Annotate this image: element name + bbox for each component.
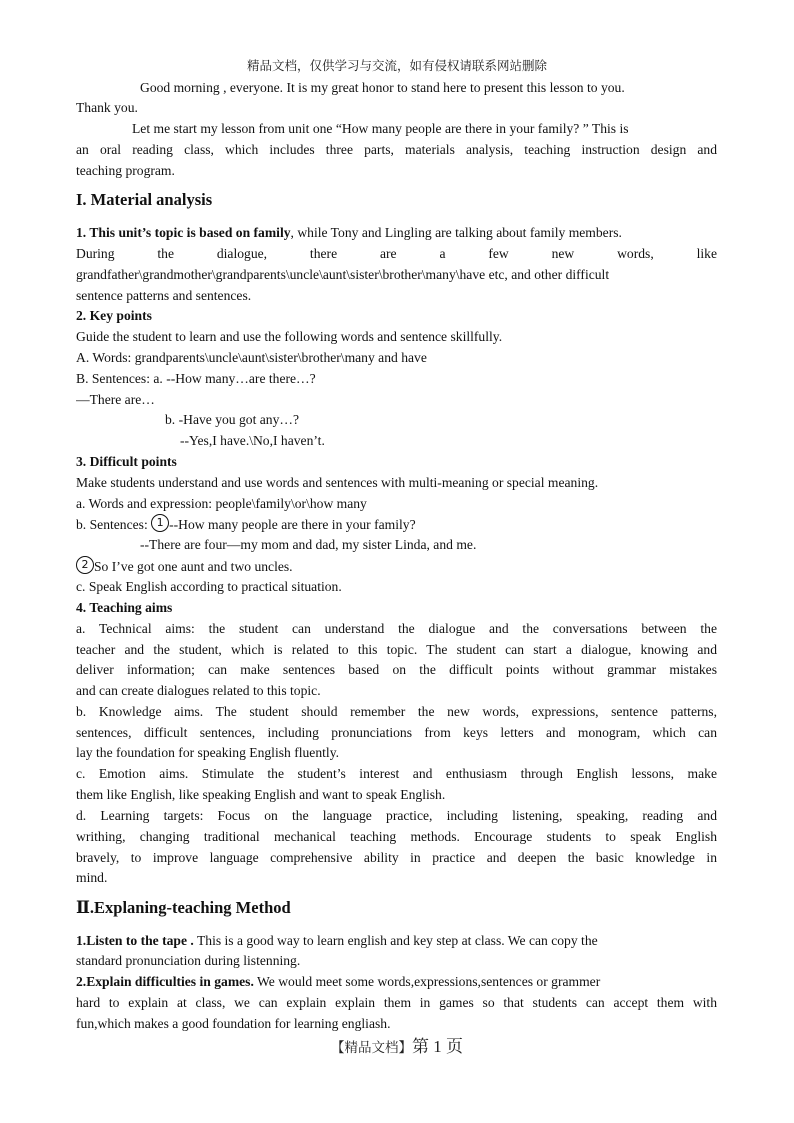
subheading: 3. Difficult points xyxy=(76,454,177,469)
subheading: 1.Listen to the tape . xyxy=(76,933,194,948)
intro-line: teaching program. xyxy=(76,163,175,178)
paragraph-line: deliver information; can make sentences based on the difficult points without grammar mistakes xyxy=(76,662,717,677)
paragraph-line: grandfather\grandmother\grandparents\uncle\aunt\sister\brother\many\have etc, and other difficult xyxy=(76,267,610,282)
text: This is a good way to learn english and key step at class. We can copy the xyxy=(193,933,598,948)
subheading: 2.Explain difficulties in games. xyxy=(76,974,254,989)
text: --How many people are there in your family? xyxy=(169,517,416,532)
subheading: 1. This unit’s topic is based on family xyxy=(76,225,291,240)
subheading: 4. Teaching aims xyxy=(76,600,173,615)
page-footer xyxy=(0,1032,794,1057)
paragraph-line: and can create dialogues related to this topic. xyxy=(76,683,321,698)
paragraph-line: d. Learning targets: Focus on the language practice, including listening, speaking, reading and xyxy=(76,808,717,823)
paragraph-line: sentences, difficult sentences, including pronunciations from keys letters and monogram, which can xyxy=(76,725,717,740)
intro-line: Good morning , everyone. It is my great honor to stand here to present this lesson to you. xyxy=(140,80,625,95)
paragraph-line xyxy=(76,514,717,535)
paragraph-line: Make students understand and use words and sentences with multi-meaning or special meaning. xyxy=(76,475,599,490)
paragraph-line: teacher and the student, which is related to this topic. The student can start a dialogue, knowing and xyxy=(76,642,717,657)
paragraph-line: Guide the student to learn and use the following words and sentence skillfully. xyxy=(76,329,503,344)
paragraph-line: bravely, to improve language comprehensive ability in practice and deepen the basic knowledge in xyxy=(76,850,717,865)
text: So I’ve got one aunt and two uncles. xyxy=(94,559,293,574)
paragraph-line xyxy=(76,972,717,992)
circled-number: 1 xyxy=(151,514,169,532)
paragraph-line: b. Knowledge aims. The student should remember the new words, expressions, sentence patterns, xyxy=(76,704,717,719)
page-header: 精品文档，仅供学习与交流，如有侵权请联系网站删除 xyxy=(246,58,547,73)
circled-number: 2 xyxy=(76,556,94,574)
intro-line: an oral reading class, which includes three parts, materials analysis, teaching instruction design and xyxy=(76,142,717,157)
paragraph-line: b. -Have you got any…? xyxy=(165,412,300,427)
subheading: 2. Key points xyxy=(76,308,152,323)
paragraph-line: A. Words: grandparents\uncle\aunt\sister\brother\many and have xyxy=(76,350,427,365)
paragraph-line: c. Emotion aims. Stimulate the student’s interest and enthusiasm through English lessons, make xyxy=(76,766,717,781)
paragraph-line: --Yes,I have.\No,I haven’t. xyxy=(180,433,325,448)
paragraph-line xyxy=(76,931,717,951)
text: , while Tony and Lingling are talking about family members. xyxy=(290,225,622,240)
section-title: Ⅱ.Explaning-teaching Method xyxy=(76,898,291,917)
paragraph-line: hard to explain at class, we can explain explain them in games so that students can accept them with xyxy=(76,995,717,1010)
paragraph-line: During the dialogue, there are a few new words, like xyxy=(76,246,717,261)
paragraph-line: writhing, changing traditional mechanical teaching methods. Encourage students to speak English xyxy=(76,829,717,844)
footer-tag: 【精品文档】 xyxy=(331,1040,412,1056)
paragraph-line xyxy=(76,223,717,243)
intro-line: Thank you. xyxy=(76,100,138,115)
paragraph-line: them like English, like speaking English and want to speak English. xyxy=(76,787,446,802)
paragraph-line: c. Speak English according to practical situation. xyxy=(76,579,342,594)
paragraph-line: sentence patterns and sentences. xyxy=(76,288,252,303)
text: We would meet some words,expressions,sentences or grammer xyxy=(253,974,601,989)
paragraph-line: standard pronunciation during listenning. xyxy=(76,953,301,968)
paragraph-line: mind. xyxy=(76,870,108,885)
section-title: I. Material analysis xyxy=(76,190,213,209)
text: b. Sentences: xyxy=(76,517,152,532)
paragraph-line: fun,which makes a good foundation for learning engliash. xyxy=(76,1016,391,1031)
paragraph-line: a. Words and expression: people\family\or\how many xyxy=(76,496,367,511)
paragraph-line: --There are four—my mom and dad, my sister Linda, and me. xyxy=(140,537,477,552)
paragraph-line xyxy=(76,556,717,577)
page-number: 第 1 页 xyxy=(412,1037,463,1056)
paragraph-line: lay the foundation for speaking English fluently. xyxy=(76,745,340,760)
paragraph-line: —There are… xyxy=(76,392,155,407)
paragraph-line: a. Technical aims: the student can understand the dialogue and the conversations between the xyxy=(76,621,717,636)
paragraph-line: B. Sentences: a. --How many…are there…? xyxy=(76,371,316,386)
intro-line: Let me start my lesson from unit one “How many people are there in your family? ” This is xyxy=(132,121,629,136)
